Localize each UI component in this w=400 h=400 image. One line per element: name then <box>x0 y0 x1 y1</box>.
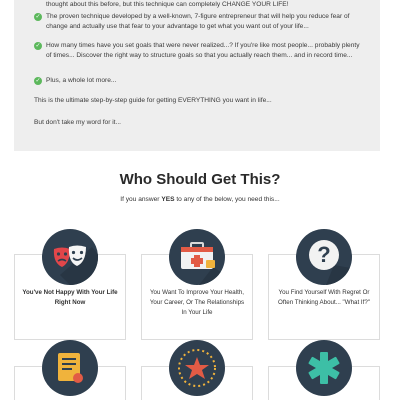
check-icon: ✓ <box>35 14 41 20</box>
benefit-text: Plus, a whole lot more... <box>46 77 117 84</box>
card-text: You've Not Happy With Your Life Right Now <box>22 289 118 306</box>
intro-paragraph: But don't take my word for it... <box>34 119 122 126</box>
intro-panel <box>14 0 380 151</box>
intro-line: thought about this before, but this technique can completely CHANGE YOUR LIFE! <box>46 1 289 8</box>
first-aid-kit-icon <box>169 229 225 285</box>
section-title: Who Should Get This? <box>119 171 281 188</box>
benefit-text: The proven technique developed by a well-known, 7-figure entrepreneur that will help you reduce fear of change and actually use that fear to your advantage to get what you want out of your life... <box>46 13 350 30</box>
benefit-text: How many times have you set goals that were never realized...? If you're like most people... probably plenty of times... Discover the right way to structure goals so that you actually reach them... and in record time... <box>46 42 360 59</box>
svg-text:?: ? <box>317 242 331 267</box>
document-seal-icon <box>42 340 98 396</box>
subtitle-emphasis: YES <box>161 196 175 203</box>
check-icon: ✓ <box>35 43 41 49</box>
star-badge-icon <box>169 340 225 396</box>
check-icon: ✓ <box>35 78 41 84</box>
subtitle-prefix: If you answer <box>120 196 162 203</box>
section-subtitle <box>0 196 400 203</box>
theater-masks-icon <box>42 229 98 285</box>
question-mark-icon <box>296 229 352 285</box>
card-text: You Find Yourself With Regret Or Often Thinking About... "What If?" <box>278 289 370 306</box>
medical-star-icon <box>296 340 352 396</box>
intro-paragraph: This is the ultimate step-by-step guide for getting EVERYTHING you want in life... <box>34 97 272 104</box>
card-text: You Want To Improve Your Health, Your Career, Or The Relationships In Your Life <box>149 289 245 316</box>
subtitle-suffix: to any of the below, you need this... <box>174 196 280 203</box>
